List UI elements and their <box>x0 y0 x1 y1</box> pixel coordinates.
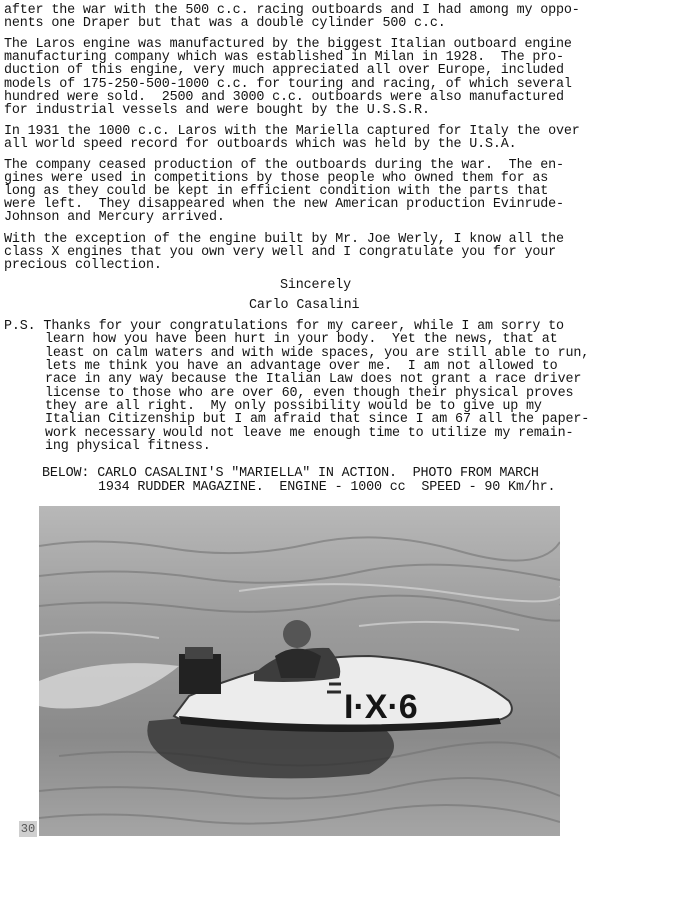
postscript-line: work necessary would not leave me enough time to utilize my remain- <box>45 426 574 441</box>
text-line: models of 175-250-500-1000 c.c. for touring and racing, of which several <box>4 77 572 92</box>
hull-number: I·X·6 <box>344 688 418 726</box>
text-line: for industrial vessels and were bought by the U.S.S.R. <box>4 103 430 118</box>
text-line: Johnson and Mercury arrived. <box>4 210 225 225</box>
postscript-line: ing physical fitness. <box>45 439 211 454</box>
boat-photo <box>39 506 560 836</box>
text-line: With the exception of the engine built by Mr. Joe Werly, I know all the <box>4 232 564 247</box>
signature: Carlo Casalini <box>249 298 360 313</box>
text-line: gines were used in competitions by those people who owned them for as <box>4 171 549 186</box>
text-line: after the war with the 500 c.c. racing outboards and I had among my oppo- <box>4 3 580 18</box>
text-line: precious collection. <box>4 258 162 273</box>
postscript-line: Italian Citizenship but I am afraid that since I am 67 all the paper- <box>45 412 590 427</box>
salutation: Sincerely <box>280 278 351 293</box>
text-line: The Laros engine was manufactured by the biggest Italian outboard engine <box>4 37 572 52</box>
text-line: duction of this engine, very much appreciated all over Europe, included <box>4 63 564 78</box>
postscript-line: license to those who are over 60, even though their physical proves <box>45 386 574 401</box>
page-number: 30 <box>20 822 36 836</box>
text-line: were left. They disappeared when the new American production Evinrude- <box>4 197 564 212</box>
photo-caption-line: 1934 RUDDER MAGAZINE. ENGINE - 1000 cc SPEED - 90 Km/hr. <box>98 480 556 495</box>
text-line: hundred were sold. 2500 and 3000 c.c. outboards were also manufactured <box>4 90 564 105</box>
text-line: manufacturing company which was established in Milan in 1928. The pro- <box>4 50 564 65</box>
postscript-line: P.S. Thanks for your congratulations for my career, while I am sorry to <box>4 319 564 334</box>
text-line: In 1931 the 1000 c.c. Laros with the Mariella captured for Italy the over <box>4 124 580 139</box>
text-line: nents one Draper but that was a double cylinder 500 c.c. <box>4 16 446 31</box>
text-line: all world speed record for outboards which was held by the U.S.A. <box>4 137 517 152</box>
text-line: class X engines that you own very well and I congratulate you for your <box>4 245 556 260</box>
photo-caption-line: BELOW: CARLO CASALINI'S "MARIELLA" IN ACTION. PHOTO FROM MARCH <box>42 466 539 481</box>
postscript-line: lets me think you have an advantage over me. I am not allowed to <box>45 359 558 374</box>
postscript-line: race in any way because the Italian Law does not grant a race driver <box>45 372 582 387</box>
text-line: long as they could be kept in efficient condition with the parts that <box>4 184 549 199</box>
postscript-line: learn how you have been hurt in your body. Yet the news, that at <box>45 332 558 347</box>
postscript-line: they are all right. My only possibility would be to give up my <box>45 399 542 414</box>
postscript-line: least on calm waters and with wide spaces, you are still able to run, <box>45 346 590 361</box>
text-line: The company ceased production of the outboards during the war. The en- <box>4 158 564 173</box>
